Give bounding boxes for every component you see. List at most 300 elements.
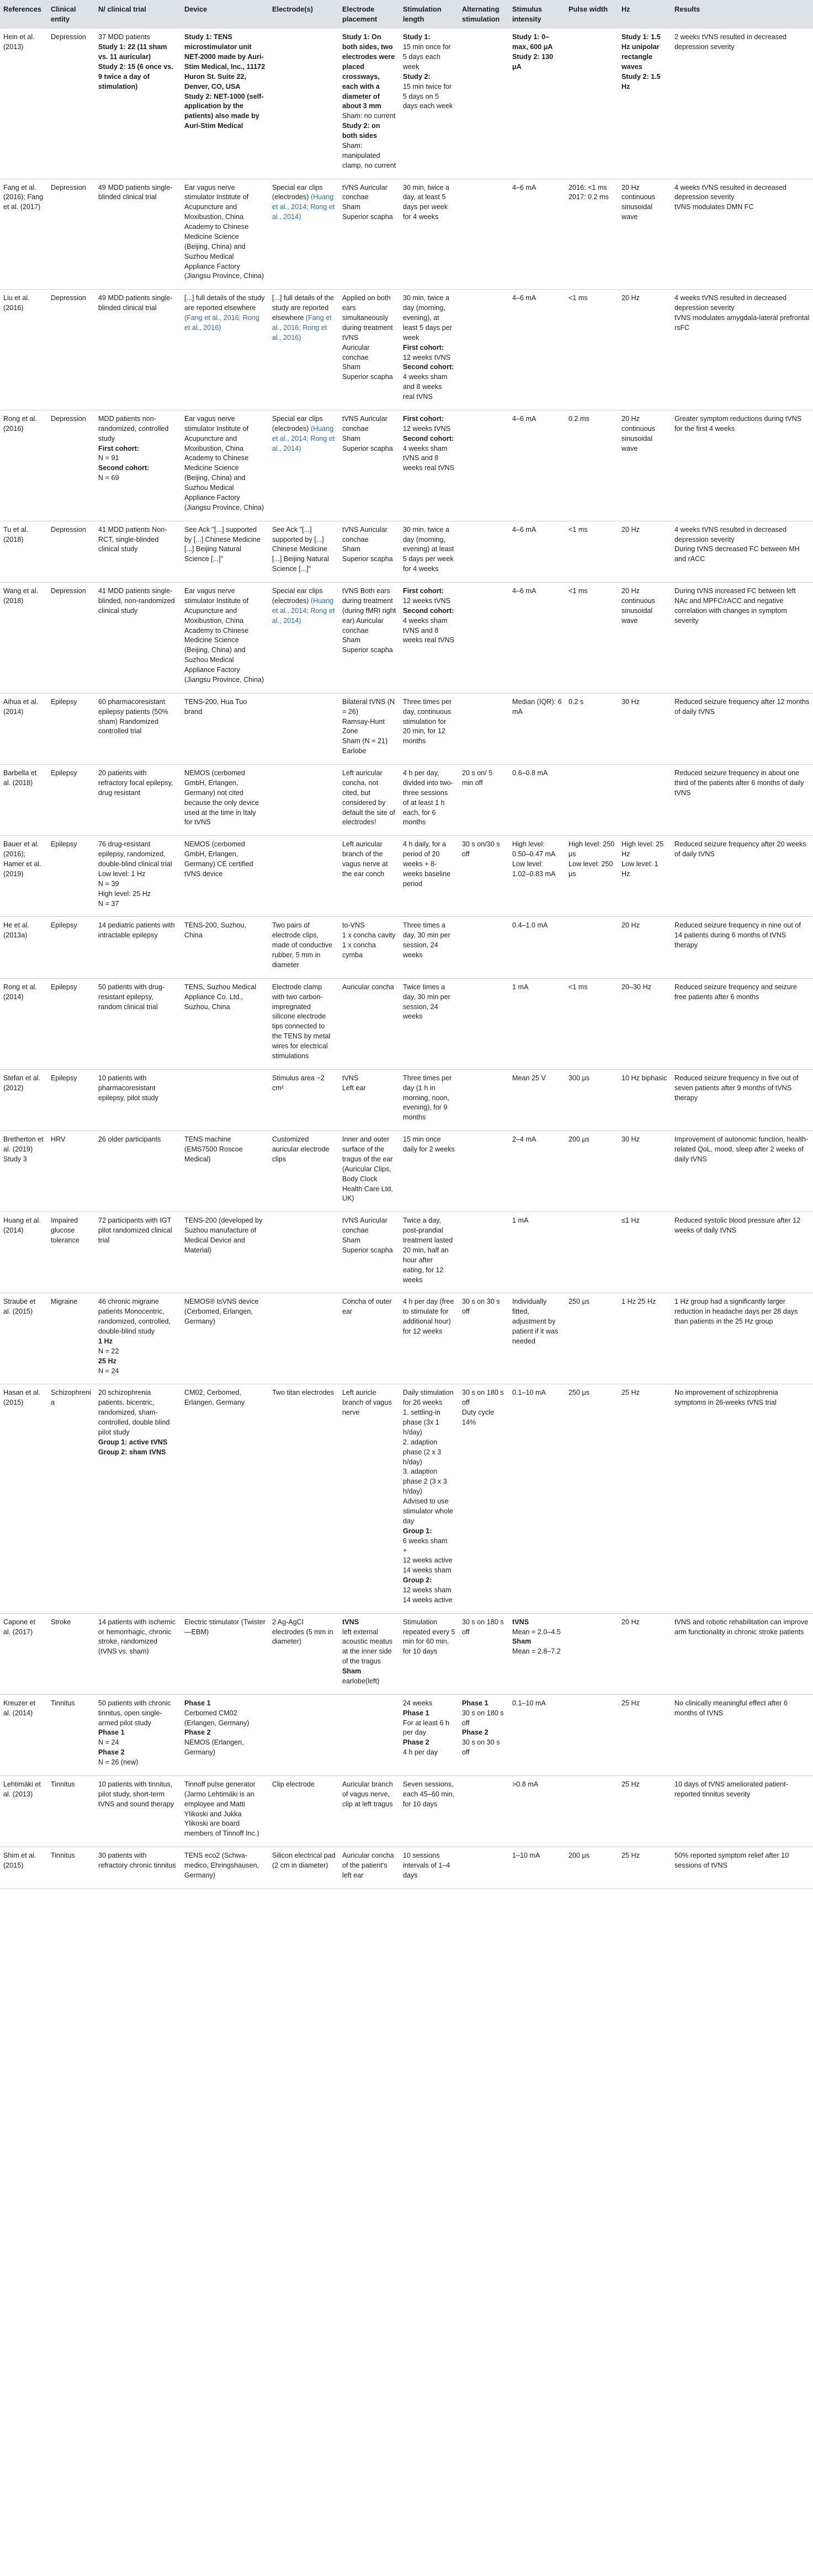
table-cell — [269, 521, 339, 582]
cell-text: Left auricular concha, not cited, but considered by default the site of electrodes! — [342, 769, 395, 826]
column-header: Electrode placement — [342, 5, 378, 24]
cell-text: No improvement of schizophrenia symptoms in 26-weeks tVNS trial — [674, 1389, 778, 1407]
cell-text: Mean = 2.8–7.2 — [512, 1647, 561, 1656]
table-cell — [565, 1069, 618, 1130]
cell-text: He et al. (2013a) — [3, 921, 29, 940]
cell-text: 1 mA — [512, 983, 529, 991]
cell-text: Reduced seizure frequency in nine out of 14 patients during 6 months of tVNS therapy — [674, 921, 801, 950]
cell-text: Depression — [51, 294, 86, 302]
cell-text: tVNS — [342, 333, 359, 342]
table-cell — [339, 836, 400, 917]
table-cell — [671, 1131, 813, 1212]
cell-text: tVNS — [512, 1618, 529, 1626]
table-cell — [0, 410, 47, 521]
cell-text: Tinnoff pulse generator (Jarmo Lehtimäki is an employee and Matti Ylikoski and Jukka Ylikoski are board members of Tinnoff Inc.) — [184, 1780, 259, 1838]
table-cell — [95, 179, 181, 290]
cell-text: Greater symptom reductions during tVNS for the first 4 weeks — [674, 414, 802, 433]
table-cell — [269, 1384, 339, 1613]
cell-text: 30 s on 180 s off — [462, 1618, 504, 1636]
table-cell — [671, 179, 813, 290]
table-cell — [339, 1212, 400, 1293]
table-cell — [95, 1212, 181, 1293]
cell-text: 25 Hz — [98, 1357, 116, 1365]
table-cell — [181, 917, 269, 978]
cell-text: Special ear clips (electrodes) (Huang et al., 2014; Rong et al., 2014) — [272, 587, 335, 625]
cell-text: Special ear clips (electrodes) (Huang et al., 2014; Rong et al., 2014) — [272, 414, 335, 452]
table-cell — [47, 978, 95, 1069]
table-cell — [459, 836, 509, 917]
table-cell — [400, 29, 459, 179]
citation-link[interactable]: (Huang et al., 2014; Rong et al., 2014) — [272, 193, 335, 221]
table-cell — [0, 1384, 47, 1613]
cell-text: N = 24 — [98, 1367, 119, 1375]
cell-text: 30 Hz — [621, 697, 640, 706]
table-cell — [565, 1694, 618, 1775]
cell-text: Reduced seizure frequency after 12 months of daily tVNS — [674, 697, 810, 716]
table-cell — [269, 765, 339, 836]
cell-text: Schizophrenia — [51, 1389, 91, 1407]
cell-text: Special ear clips (electrodes) (Huang et al., 2014; Rong et al., 2014) — [272, 183, 335, 221]
cell-text: 30 s on 30 s off — [462, 1738, 500, 1757]
cell-text: 30 s on 30 s off — [462, 1298, 500, 1316]
cell-text: 76 drug-resistant epilepsy, randomized, double-blind clinical trial — [98, 840, 172, 868]
cell-text: Improvement of autonomic function, health-related QoL, mood, sleep after 2 weeks of daily tVNS — [674, 1135, 809, 1163]
table-cell — [339, 693, 400, 764]
table-cell — [618, 1775, 671, 1847]
table-cell — [400, 1775, 459, 1847]
cell-text: 12 weeks active — [403, 1556, 453, 1565]
table-cell — [671, 1069, 813, 1130]
cell-text: Epilepsy — [51, 769, 77, 777]
table-cell — [509, 583, 565, 694]
cell-text: Huang et al. (2014) — [3, 1217, 41, 1235]
citation-link[interactable]: (Fang et al., 2016; Rong et al., 2016) — [272, 314, 332, 342]
cell-text: 49 MDD patients single-blinded clinical trial — [98, 294, 173, 312]
cell-text: 20 Hz — [621, 294, 640, 302]
cell-text: 41 MDD patients Non-RCT, single-blinded clinical study — [98, 525, 167, 553]
cell-text: Earlobe — [342, 747, 366, 755]
table-cell — [339, 290, 400, 410]
cell-text: Customized auricular electrode clips — [272, 1135, 330, 1163]
table-cell — [459, 1847, 509, 1889]
cell-text: N = 24 — [98, 1738, 119, 1747]
table-cell — [181, 583, 269, 694]
table-cell — [565, 410, 618, 521]
table-cell — [339, 1131, 400, 1212]
table-cell — [47, 583, 95, 694]
cell-text: 4 h per day (free to stimulate for additional hour) for 12 weeks — [403, 1298, 454, 1336]
table-cell — [339, 410, 400, 521]
cell-text: Ear vagus nerve stimulator Institute of Acupuncture and Moxibustion, China Academy to Chinese Medicine Science (Beijing, China) and Suzhou Medical Appliance Factory (Jiangsu Province, China) — [184, 183, 264, 280]
table-cell — [618, 583, 671, 694]
cell-text: Depression — [51, 33, 86, 41]
cell-text: Superior scapha — [342, 373, 393, 381]
cell-text: Phase 1 — [98, 1729, 125, 1737]
table-cell — [95, 583, 181, 694]
cell-text: Three times per day, continuous stimulation for 20 min, for 12 months — [403, 697, 452, 745]
table-cell — [565, 29, 618, 179]
cell-text: Kreuzer et al. (2014) — [3, 1699, 36, 1717]
cell-text: 20 Hz — [621, 921, 640, 930]
table-cell — [0, 179, 47, 290]
cell-text: TENS-200 (developed by Suzhou manufacture of Medical Device and Material) — [184, 1217, 263, 1254]
cell-text: Sham: no current — [342, 112, 396, 120]
citation-link[interactable]: (Fang et al., 2016; Rong et al., 2016) — [184, 314, 259, 332]
table-cell — [400, 521, 459, 582]
table-cell — [618, 410, 671, 521]
cell-text: 20 Hz continuous sinusoidal wave — [621, 183, 655, 221]
cell-text: 30 min, twice a day (morning, evening) at least 5 days per week for 4 weeks — [403, 525, 454, 573]
table-cell — [400, 1847, 459, 1889]
table-cell — [618, 693, 671, 764]
cell-text: Duty cycle 14% — [462, 1409, 495, 1427]
cell-text: 50 patients with drug-resistant epilepsy, random clinical trial — [98, 983, 165, 1011]
table-row — [0, 290, 813, 410]
cell-text: N = 69 — [98, 474, 119, 482]
table-cell — [0, 1613, 47, 1694]
table-cell — [47, 836, 95, 917]
cell-text: Bauer et al. (2016); Hamer et al. (2019) — [3, 840, 41, 878]
table-cell — [47, 290, 95, 410]
column-header: Results — [674, 5, 700, 13]
table-row — [0, 836, 813, 917]
cell-text: Superior scapha — [342, 1246, 393, 1254]
table-cell — [339, 1775, 400, 1847]
table-cell — [509, 836, 565, 917]
cell-text: 250 μs — [568, 1389, 590, 1397]
cell-text: Epilepsy — [51, 1074, 77, 1082]
column-header: Pulse width — [568, 5, 608, 13]
cell-text: Daily stimulation for 26 weeks — [403, 1389, 454, 1407]
cell-text: Sham — [342, 434, 360, 442]
table-cell — [459, 290, 509, 410]
cell-text: 30 min, twice a day (morning, evening), at least 5 days per week — [403, 294, 452, 342]
cell-text: Shim et al. (2015) — [3, 1852, 36, 1870]
cell-text: Study 2: NET-1000 (self-application by the patients) also made by Auri-Stim Medical — [184, 92, 264, 130]
cell-text: tVNS and robotic rehabilitation can improve arm functionality in chronic stroke patients — [674, 1618, 809, 1636]
cell-text: 14 weeks active — [403, 1596, 453, 1604]
table-cell — [509, 978, 565, 1069]
cell-text: High level: 25 Hz — [621, 840, 664, 858]
table-cell — [95, 1847, 181, 1889]
cell-text: 0.1–10 mA — [512, 1699, 546, 1707]
cell-text: 46 chronic migraine patients Monocentric, randomized, controlled, double-blind study — [98, 1298, 171, 1336]
table-cell — [400, 1069, 459, 1130]
table-cell — [618, 765, 671, 836]
cell-text: Reduced seizure frequency in five out of seven patients after 9 months of tVNS therapy — [674, 1074, 799, 1102]
cell-text: Mean = 2.0–4.5 — [512, 1628, 561, 1636]
cell-text: TENS eco2 (Schwa-medico, Ehringshausen, Germany) — [184, 1852, 259, 1879]
table-row — [0, 1694, 813, 1775]
cell-text: Low level: 250 μs — [568, 860, 613, 878]
cell-text: 0.2 ms — [568, 414, 589, 423]
table-cell — [269, 693, 339, 764]
cell-text: Epilepsy — [51, 840, 77, 849]
cell-text: 37 MDD patients — [98, 33, 150, 41]
table-cell — [618, 521, 671, 582]
cell-text: 50% reported symptom relief after 10 sessions of tVNS — [674, 1852, 789, 1870]
cell-text: Sham — [512, 1638, 532, 1646]
cell-text: Epilepsy — [51, 921, 77, 930]
table-cell — [671, 1384, 813, 1613]
cell-text: Study 1: 0–max, 600 μA — [512, 33, 553, 51]
cell-text: Phase 2 — [462, 1729, 488, 1737]
cell-text: Tinnitus — [51, 1780, 75, 1788]
table-row — [0, 917, 813, 978]
table-cell — [269, 978, 339, 1069]
table-cell — [95, 836, 181, 917]
cell-text: 4 weeks sham tVNS and 8 weeks real tVNS — [403, 444, 455, 472]
cell-text: 60 pharmacoresistant epilepsy patients (50% sham) Randomized controlled trial — [98, 697, 168, 735]
table-cell — [459, 693, 509, 764]
cell-text: to-VNS — [342, 921, 365, 930]
table-row — [0, 978, 813, 1069]
cell-text: 10 days of tVNS ameliorated patient-reported tinnitus severity — [674, 1780, 788, 1798]
cell-text: 25 Hz — [621, 1699, 640, 1707]
cell-text: Study 2: 1.5 Hz — [621, 72, 661, 90]
cell-text: Reduced seizure frequency and seizure free patients after 6 months — [674, 983, 797, 1001]
table-cell — [618, 1847, 671, 1889]
cell-text: tVNS Auricular conchae — [342, 183, 387, 201]
cell-text: 200 μs — [568, 1852, 590, 1860]
table-cell — [95, 1069, 181, 1130]
table-cell — [0, 917, 47, 978]
table-cell — [0, 765, 47, 836]
cell-text: 1. settling-in phase (3x 1 h/day) — [403, 1409, 440, 1436]
cell-text: HRV — [51, 1135, 66, 1144]
table-cell — [618, 1131, 671, 1212]
cell-text: No clinically meaningful effect after 6 months of tVNS — [674, 1699, 788, 1717]
table-cell — [509, 179, 565, 290]
cell-text: Low level: 1 Hz — [621, 860, 658, 878]
cell-text: Study 2: — [403, 72, 431, 81]
cell-text: 4 weeks tVNS resulted in decreased depression severity — [674, 183, 787, 201]
table-cell — [400, 1212, 459, 1293]
cell-text: MDD patients non-randomized, controlled study — [98, 414, 169, 442]
table-cell — [509, 1069, 565, 1130]
table-cell — [269, 290, 339, 410]
column-header: Alternating stimulation — [462, 5, 500, 24]
cell-text: First cohort: — [403, 414, 444, 423]
cell-text: Second cohort: — [98, 464, 150, 472]
table-cell — [459, 1212, 509, 1293]
table-cell — [47, 1847, 95, 1889]
table-cell — [459, 1131, 509, 1212]
cell-text: Bretherton et al. (2019) Study 3 — [3, 1135, 44, 1163]
table-cell — [459, 1775, 509, 1847]
table-cell — [181, 1775, 269, 1847]
table-cell — [400, 765, 459, 836]
table-row — [0, 583, 813, 694]
cell-text: 1 Hz group had a significantly larger reduction in headache days per 28 days than patients in the 25 Hz group — [674, 1298, 798, 1326]
table-cell — [565, 179, 618, 290]
table-cell — [459, 978, 509, 1069]
cell-text: N = 37 — [98, 899, 119, 908]
cell-text: tVNS Auricular conchae — [342, 525, 387, 543]
table-cell — [269, 410, 339, 521]
column-header: Stimulus intensity — [512, 5, 543, 24]
cell-text: TENS machine (EMS7500 Roscoe Medical) — [184, 1135, 243, 1163]
cell-text: 4 h per day — [403, 1748, 438, 1757]
table-cell — [269, 1847, 339, 1889]
table-row — [0, 1131, 813, 1212]
table-cell — [400, 1293, 459, 1384]
citation-link[interactable]: (Huang et al., 2014; Rong et al., 2014) — [272, 424, 335, 452]
table-body — [0, 29, 813, 1889]
cell-text: 1 x concha cavity — [342, 931, 396, 940]
table-cell — [95, 290, 181, 410]
table-cell — [671, 1613, 813, 1694]
cell-text: + — [403, 1546, 407, 1555]
table-cell — [671, 1775, 813, 1847]
cell-text: 20 Hz — [621, 1618, 640, 1626]
table-cell — [181, 978, 269, 1069]
table-cell — [0, 1069, 47, 1130]
table-cell — [95, 1694, 181, 1775]
table-cell — [181, 1293, 269, 1384]
cell-text: Superior scapha — [342, 646, 393, 654]
table-cell — [400, 1694, 459, 1775]
table-cell — [95, 693, 181, 764]
cell-text: Clip electrode — [272, 1780, 315, 1788]
cell-text: Fang et al. (2016); Fang et al. (2017) — [3, 183, 44, 211]
table-cell — [339, 521, 400, 582]
table-cell — [671, 290, 813, 410]
table-cell — [95, 978, 181, 1069]
table-row — [0, 521, 813, 582]
cell-text: Superior scapha — [342, 213, 393, 221]
cell-text: Epilepsy — [51, 697, 77, 706]
table-cell — [0, 583, 47, 694]
cell-text: 10 patients with pharmacoresistant epilepsy, pilot study — [98, 1074, 158, 1102]
cell-text: 30 patients with refractory chronic tinnitus — [98, 1852, 176, 1870]
table-cell — [181, 1613, 269, 1694]
table-cell — [269, 1613, 339, 1694]
cell-text: Phase 1 — [462, 1699, 488, 1707]
cell-text: Sham (N = 21) — [342, 737, 388, 745]
table-cell — [339, 29, 400, 179]
cell-text: Twice times a day, 30 min per session, 24 weeks — [403, 983, 450, 1021]
table-cell — [671, 765, 813, 836]
cell-text: Individually fitted, adjustment by patient if it was needed — [512, 1298, 559, 1345]
table-cell — [181, 290, 269, 410]
table-cell — [95, 410, 181, 521]
cell-text: 10 patients with tinnitus, pilot study, short-term tVNS and sound therapy — [98, 1780, 174, 1808]
cell-text: N = 39 — [98, 879, 119, 888]
table-cell — [0, 1847, 47, 1889]
cell-text: 20 Hz continuous sinusoidal wave — [621, 414, 655, 452]
cell-text: Lehtimäki et al. (2013) — [3, 1780, 41, 1798]
table-cell — [339, 978, 400, 1069]
table-cell — [671, 410, 813, 521]
cell-text: 4 h daily, for a period of 20 weeks + 8-weeks baseline period — [403, 840, 451, 888]
cell-text: 30 s on/30 s off — [462, 840, 500, 858]
table-cell — [181, 521, 269, 582]
cell-text: 20 patients with refractory focal epilepsy, drug resistant — [98, 769, 173, 797]
table-cell — [181, 410, 269, 521]
cell-text: Two titan electrodes — [272, 1389, 334, 1397]
cell-text: 2. adaption phase (2 x 3 h/day) — [403, 1438, 442, 1466]
table-cell — [509, 1212, 565, 1293]
table-cell — [618, 1293, 671, 1384]
cell-text: 4–6 mA — [512, 414, 536, 423]
table-cell — [565, 521, 618, 582]
cell-text: Capone et al. (2017) — [3, 1618, 36, 1636]
table-cell — [339, 179, 400, 290]
table-cell — [95, 1384, 181, 1613]
cell-text: Superior scapha — [342, 555, 393, 563]
cell-text: 20 s on/ 5 min off — [462, 769, 493, 787]
cell-text: <1 ms — [568, 294, 588, 302]
cell-text: 2 weeks tVNS resulted in decreased depression severity — [674, 33, 787, 51]
table-cell — [339, 917, 400, 978]
table-cell — [565, 917, 618, 978]
cell-text: Phase 1 — [184, 1699, 211, 1707]
cell-text: Two pairs of electrode clips, made of conductive rubber, 5 mm in diameter — [272, 921, 333, 969]
table-cell — [509, 1384, 565, 1613]
table-cell — [181, 1212, 269, 1293]
cell-text: Auricular concha of the patient's left ear — [342, 1852, 394, 1879]
cell-text: 6 weeks sham — [403, 1537, 448, 1545]
table-cell — [47, 1212, 95, 1293]
table-cell — [47, 1613, 95, 1694]
table-cell — [565, 978, 618, 1069]
table-cell — [181, 1694, 269, 1775]
cell-text: 20–30 Hz — [621, 983, 651, 991]
cell-text: Auricular concha — [342, 983, 394, 991]
cell-text: Electrode clamp with two carbon-impregnated silicone electrode tips connected to the TENS by metal wires for electrical stimulations — [272, 983, 331, 1060]
table-row — [0, 179, 813, 290]
table-cell — [618, 290, 671, 410]
table-cell — [509, 290, 565, 410]
table-cell — [618, 1384, 671, 1613]
cell-text: Wang et al. (2018) — [3, 587, 39, 605]
citation-link[interactable]: (Huang et al., 2014; Rong et al., 2014) — [272, 596, 335, 625]
table-row — [0, 1384, 813, 1613]
cell-text: 200 μs — [568, 1135, 590, 1144]
table-cell — [618, 179, 671, 290]
cell-text: 25 Hz — [621, 1780, 640, 1788]
table-cell — [400, 1384, 459, 1613]
table-cell — [269, 1069, 339, 1130]
table-cell — [400, 836, 459, 917]
cell-text: Liu et al. (2016) — [3, 294, 30, 312]
table-cell — [509, 521, 565, 582]
cell-text: Auricular branch of vagus nerve, clip at left tragus — [342, 1780, 393, 1808]
cell-text: Second cohort: — [403, 363, 454, 371]
cell-text: <1 ms — [568, 525, 588, 534]
cell-text: Study 2: 130 μA — [512, 53, 554, 71]
table-cell — [0, 693, 47, 764]
table-row — [0, 693, 813, 764]
table-row — [0, 1293, 813, 1384]
table-cell — [509, 1131, 565, 1212]
cell-text: [...] full details of the study are reported elsewhere (Fang et al., 2016; Rong et al., 2016) — [184, 294, 265, 332]
cell-text: During tVNS decreased FC between MH and rACC — [674, 545, 800, 563]
cell-text: 14 weeks sham — [403, 1566, 451, 1575]
cell-text: 15 min once for 5 days each week — [403, 43, 451, 71]
table-cell — [269, 1131, 339, 1212]
cell-text: Concha of outer ear — [342, 1298, 392, 1316]
cell-text: Epilepsy — [51, 983, 77, 991]
cell-text: 1 Hz — [98, 1337, 113, 1345]
cell-text: 30 s on 180 s off — [462, 1709, 504, 1727]
cell-text: 25 Hz — [621, 1389, 640, 1397]
cell-text: Rong et al. (2016) — [3, 414, 37, 433]
table-cell — [269, 1293, 339, 1384]
cell-text: Tinnitus — [51, 1699, 75, 1707]
cell-text: Second cohort: — [403, 434, 454, 442]
